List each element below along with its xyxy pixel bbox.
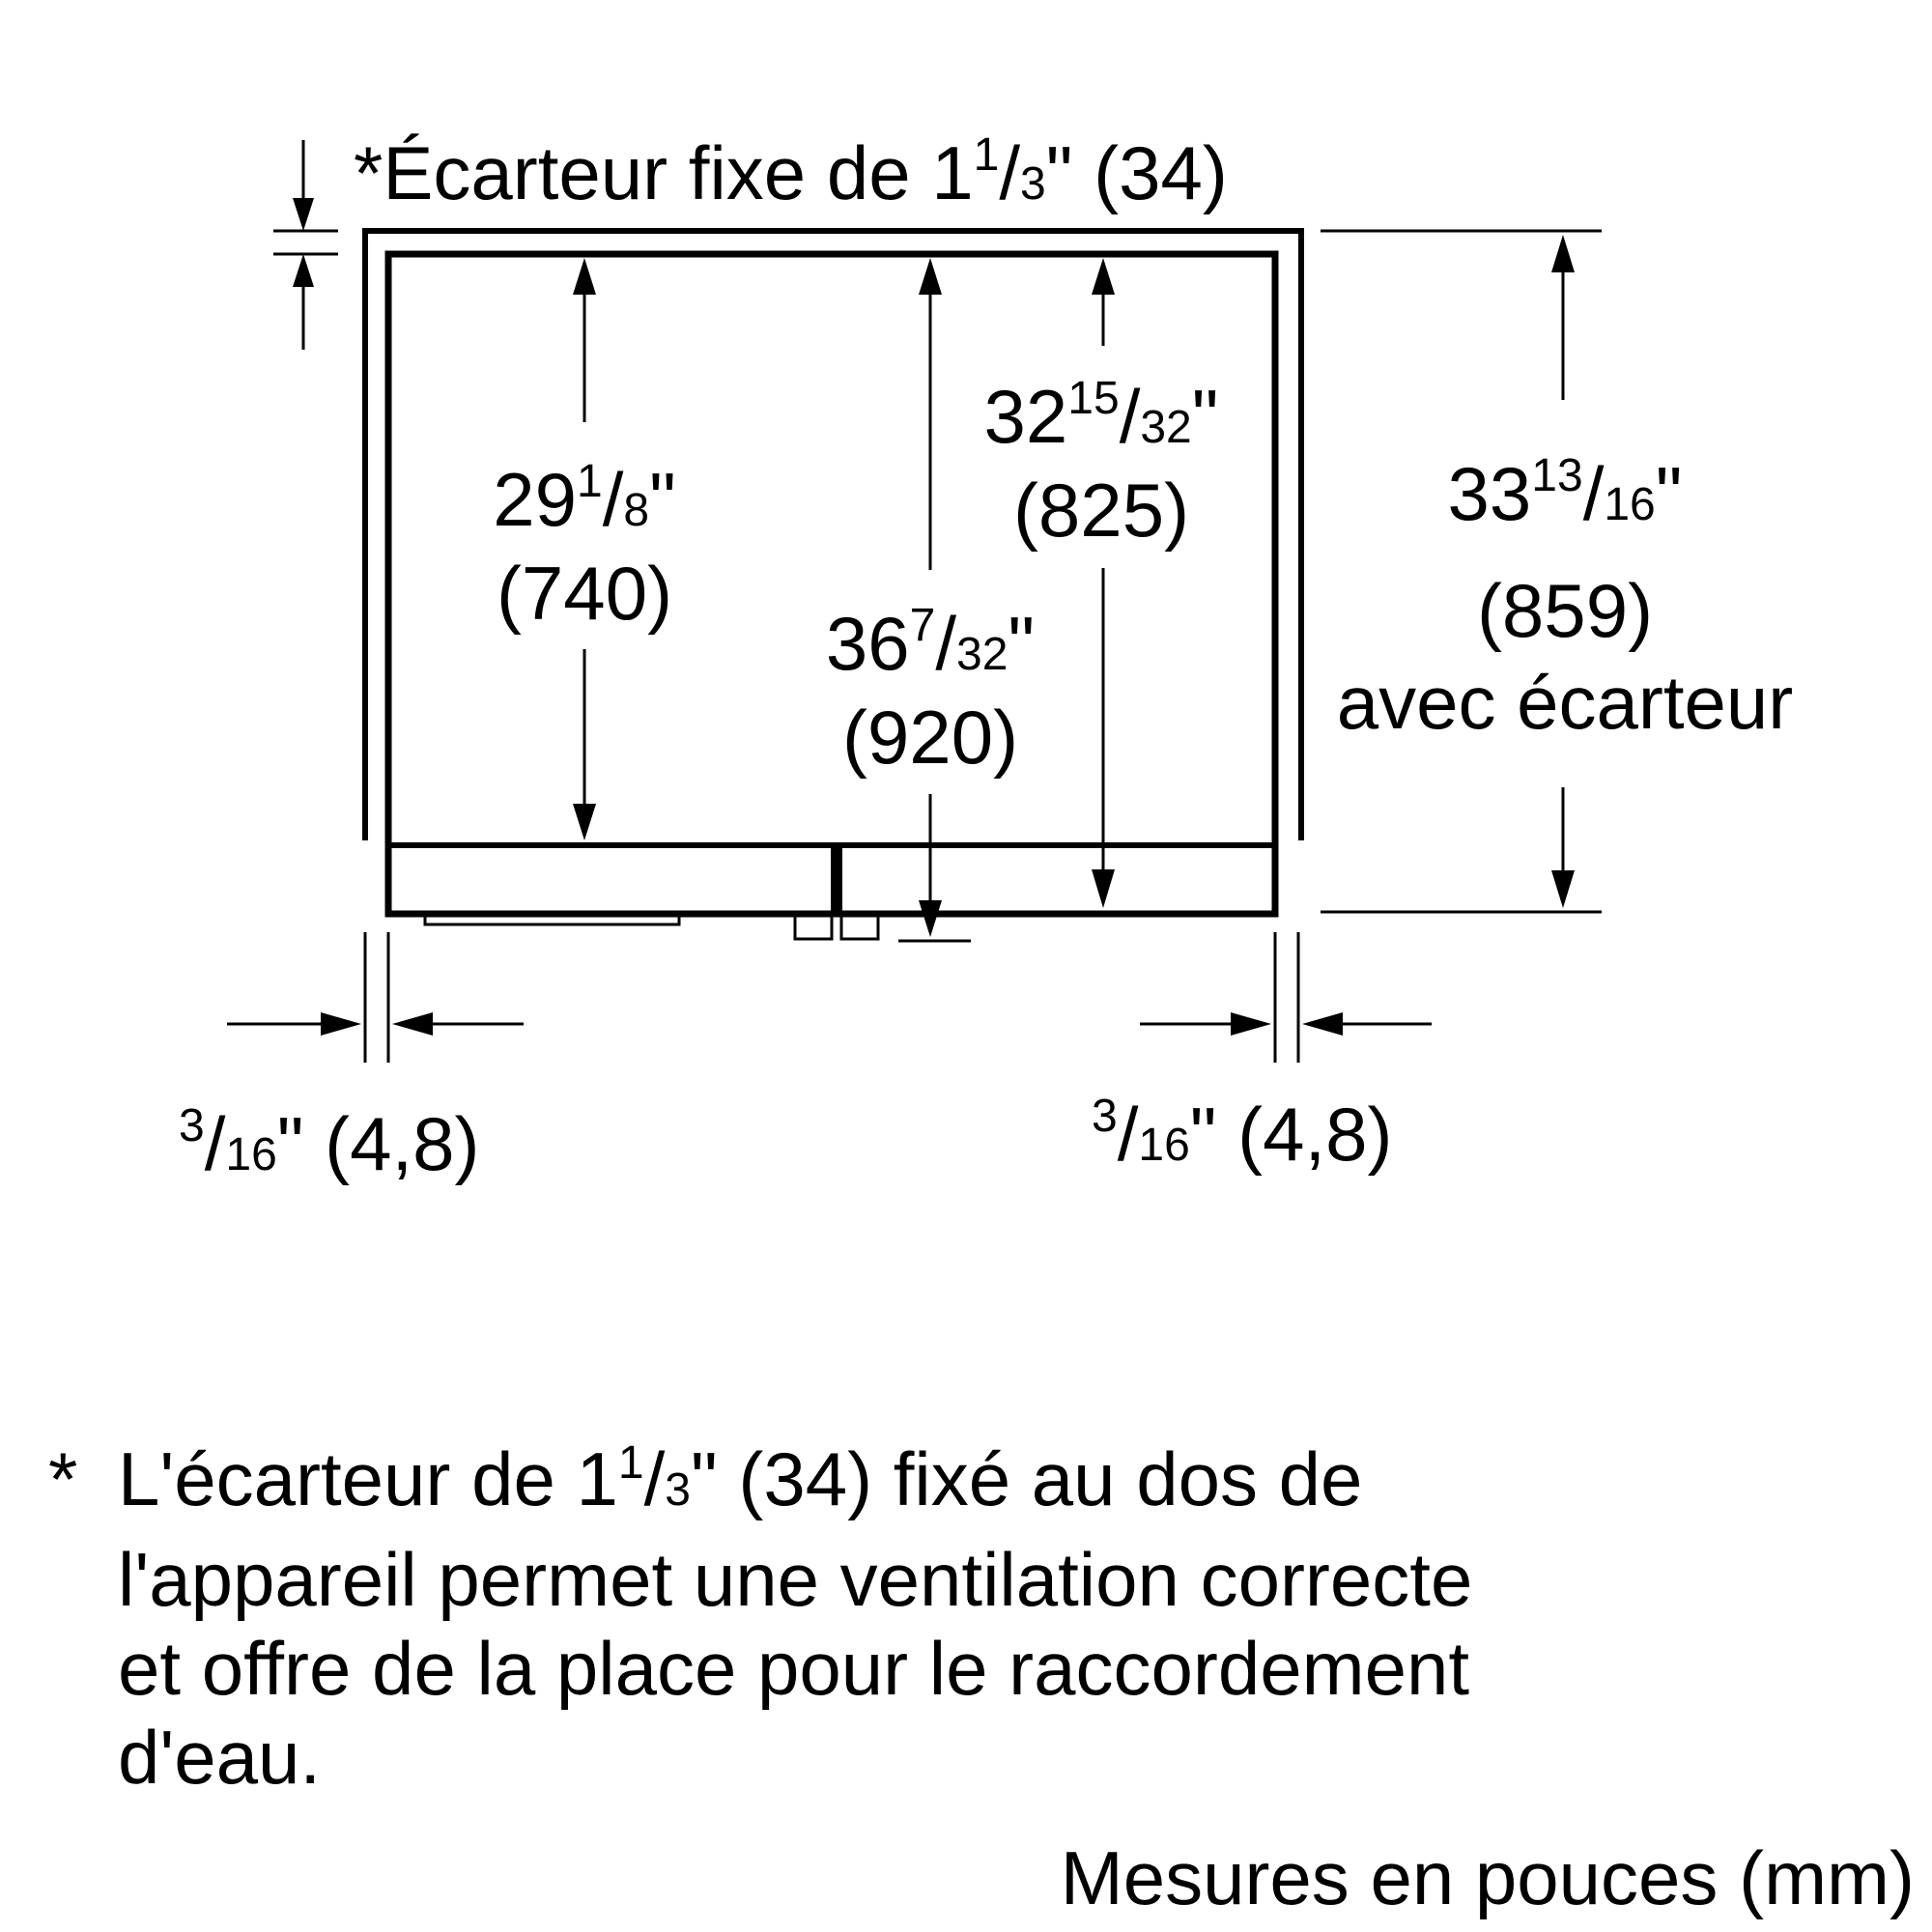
dim-29-arrowhead-down <box>573 804 596 840</box>
dim-32-mm: (825) <box>1012 468 1190 553</box>
dim-33-label: $33^{13}/16$" <box>1447 450 1683 536</box>
dim-32-arrowhead-up <box>1092 258 1115 295</box>
center-foot-right <box>841 914 878 939</box>
spacer-arrowhead-up <box>293 254 314 287</box>
dim-32-arrowhead-down <box>1092 869 1115 908</box>
dim-29-mm: (740) <box>496 551 673 636</box>
footnote <box>48 1435 1884 1802</box>
dim-33-mm: (859) <box>1476 568 1654 653</box>
dim-33-arrowhead-up <box>1551 235 1575 272</box>
footnote-line-1: L'écarteur de $1^1/3$" (34) fixé au dos de <box>118 1436 1363 1521</box>
gap-right-arrowhead-left <box>1302 1012 1343 1036</box>
footnote-line-4: d'eau. <box>118 1715 322 1800</box>
gap-right-arrowhead-right <box>1231 1012 1271 1036</box>
gap-right-label: $^3$/16" (4,8) <box>1092 1091 1393 1177</box>
spacer-label: *Écarteur fixe de $1^1/3$" (34) <box>354 129 1228 215</box>
center-foot-left <box>795 914 832 939</box>
dim-32-label: $32^{15}/32$" <box>983 373 1219 459</box>
gap-left-label: $^3$/16" (4,8) <box>179 1100 480 1186</box>
dim-36-label: $36^7/32$" <box>825 600 1036 686</box>
footnote-line-3: et offre de la place pour le raccordement <box>118 1626 1470 1711</box>
spacer-arrowhead-down <box>293 198 314 231</box>
footnote-line-2: l'appareil permet une ventilation correcte <box>118 1537 1473 1622</box>
gap-left-arrowhead-left <box>392 1012 433 1036</box>
units-note: Mesures en pouces (mm) <box>1060 1835 1915 1920</box>
dim-36-mm: (920) <box>841 695 1019 780</box>
footnote-star: * <box>48 1436 78 1521</box>
dim-29-label: $29^1/8$" <box>493 456 676 542</box>
dim-33-arrowhead-down <box>1551 870 1575 908</box>
dim-29-arrowhead-up <box>573 258 596 295</box>
gap-left-arrowhead-right <box>321 1012 361 1036</box>
dim-36-arrowhead-down <box>919 900 942 937</box>
dim-36-arrowhead-up <box>919 258 942 295</box>
dim-33-note: avec écarteur <box>1336 660 1794 745</box>
